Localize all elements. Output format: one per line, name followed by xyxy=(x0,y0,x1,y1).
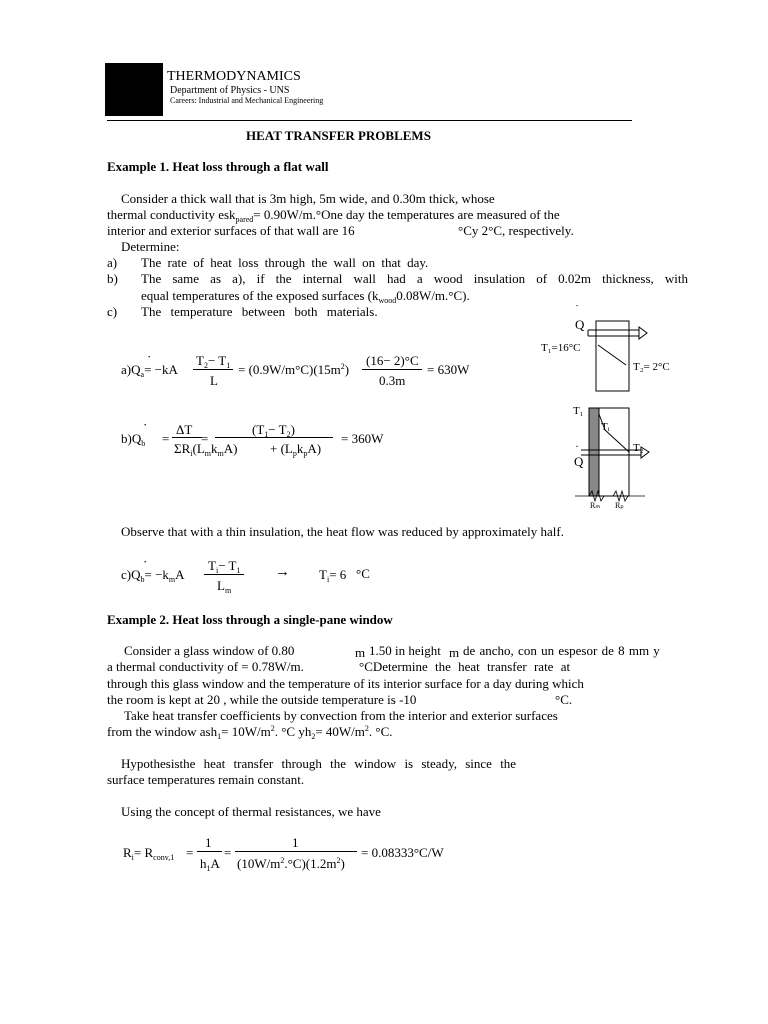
eq-c-num-s1: 1 xyxy=(236,566,241,575)
eq-b-num2-s1: 1 xyxy=(264,430,269,439)
eq-b-den2a: + (L xyxy=(270,441,293,456)
eq-c-den-l: L xyxy=(217,578,225,593)
eq-a-den: L xyxy=(210,373,218,388)
ex2-line1-b: 1.50 in height xyxy=(369,643,441,658)
eq-b-fracline xyxy=(172,437,202,438)
eq-b-num2-t: (T xyxy=(252,422,265,437)
eq-c-lhs-sub: b xyxy=(140,575,145,584)
eq-a-result: = 630W xyxy=(427,362,470,377)
eq-b-den2c: A) xyxy=(307,441,322,456)
item-b2-sub: wood xyxy=(378,296,397,305)
fig2-q-label: Q xyxy=(574,454,584,469)
eq-b-eq: = xyxy=(162,431,170,446)
ex2-line6-e: . °C. xyxy=(368,724,393,739)
eq-r-eq2: = xyxy=(224,845,232,860)
eq-c-fracline xyxy=(204,574,244,575)
ex2-line6-b: = 10W/m xyxy=(221,724,271,739)
eq-r-den xyxy=(200,856,220,871)
item-b-line2 xyxy=(141,288,470,303)
eq-r-num: 1 xyxy=(205,835,212,850)
eq-c-num-mid: − T xyxy=(218,558,237,573)
wall-figure-2 xyxy=(565,400,675,515)
item-c-label: c) xyxy=(107,304,118,319)
eq-b-lhs-q: b)Q xyxy=(121,431,142,446)
eq-b-num2-s2: 2 xyxy=(286,430,291,439)
eq-c-unit: °C xyxy=(356,566,370,581)
eq-a-num-s2: 2 xyxy=(203,361,208,370)
eq-a-lhs xyxy=(121,362,178,377)
eq-r-den-h: h xyxy=(200,856,207,871)
eq-r-rconv: = R xyxy=(133,845,154,860)
eq-r-den2-b: .°C)(1.2m xyxy=(284,856,337,871)
eq-c-lhs-q: c)Q xyxy=(121,567,141,582)
eq-b-den2b: k xyxy=(296,441,304,456)
eq-b-lhs xyxy=(121,431,145,446)
eq-b-fracline2 xyxy=(215,437,333,438)
fig1-q-label: Q xyxy=(575,317,585,332)
eq-r-result: = 0.08333°C/W xyxy=(361,845,444,860)
page-title: HEAT TRANSFER PROBLEMS xyxy=(246,128,431,143)
example1-line1 xyxy=(121,191,580,206)
eq-r-den-sub: 1 xyxy=(206,864,211,873)
course-title: THERMODYNAMICS xyxy=(167,69,301,84)
example2-heading: Example 2. Heat loss through a single-pane window xyxy=(107,612,393,627)
eq-b-den-a: A) xyxy=(223,441,238,456)
eq-b-num2-mid: − T xyxy=(268,422,287,437)
item-b-label: b) xyxy=(107,271,118,286)
example1-line2 xyxy=(107,207,560,222)
fig1-t1-label: T₁=16°C xyxy=(541,342,581,354)
ex2-line5: Take heat transfer coefficients by convection from the interior and exterior surfaces xyxy=(124,708,558,723)
eq-r-num2: 1 xyxy=(292,835,299,850)
header-divider xyxy=(107,120,632,121)
eq-a-rhs1-sup: 2 xyxy=(340,362,345,371)
ex2-line1-m1: m xyxy=(355,645,366,660)
eq-b-den2 xyxy=(270,441,321,456)
hypothesis-line1: Hypothesisthe heat transfer through the window is steady, since the xyxy=(121,756,517,771)
example1-line3a: interior and exterior surfaces of that wall are 16 xyxy=(107,223,355,238)
example1-heading: Example 1. Heat loss through a flat wall xyxy=(107,159,329,174)
fig2-ti-label: Tᵢ xyxy=(601,421,610,433)
eq-c-result-end: = 6 xyxy=(329,567,347,582)
eq-b-den-sub2: m xyxy=(204,449,211,458)
eq-c-den xyxy=(217,578,231,593)
ex2-line6-a: from the window ash xyxy=(107,724,218,739)
fig2-rm-label: Rₘ xyxy=(590,501,601,510)
eq-a-lhs-sub: a xyxy=(140,370,145,379)
eq-a-fracline2 xyxy=(362,369,422,370)
eq-r-eq: = xyxy=(186,845,194,860)
eq-r-den2-sup: 2 xyxy=(280,856,285,865)
eq-r-den2 xyxy=(237,856,345,871)
eq-c-num-t: T xyxy=(208,558,216,573)
eq-r-den2-sup2: 2 xyxy=(336,856,341,865)
ex2-line6 xyxy=(107,724,393,739)
eq-c-lhs xyxy=(121,567,185,582)
eq-b-den2-sub2: p xyxy=(303,449,308,458)
ex2-line6-c: . °C yh xyxy=(274,724,312,739)
eq-c-den-sub: m xyxy=(224,586,232,595)
line2-sub: pared xyxy=(235,215,254,224)
observe-text: Observe that with a thin insulation, the heat flow was reduced by approximately half. xyxy=(121,524,564,539)
eq-c-eq: = −k xyxy=(144,567,169,582)
careers: Careers: Industrial and Mechanical Engineering xyxy=(170,96,324,105)
line2-a: thermal conductivity esk xyxy=(107,207,236,222)
eq-r-rconv-sub: conv,1 xyxy=(153,853,175,862)
item-b2-b: 0.08W/m.°C). xyxy=(396,288,470,303)
ex2-line4-a: the room is kept at 20 , while the outside temperature is -10 xyxy=(107,692,417,707)
svg-text:·: · xyxy=(575,439,579,453)
eq-b-den2-sub: p xyxy=(292,449,297,458)
eq-c-num xyxy=(208,558,240,573)
ex2-line6-p1: 2 xyxy=(270,724,275,733)
eq-a-num2: (16− 2)°C xyxy=(366,353,419,368)
eq-r-fracline xyxy=(197,851,222,852)
eq-b-num2 xyxy=(252,422,295,437)
ex2-line1-c: de ancho, con un espesor de 8 mm y xyxy=(463,643,660,658)
logo xyxy=(105,63,163,116)
eq-a-eq: = −kA xyxy=(144,362,178,377)
hypothesis-line2: surface temperatures remain constant. xyxy=(107,772,305,787)
eq-c-eq-sub: m xyxy=(168,575,176,584)
ex2-line2-b: °CDetermine the heat transfer rate at xyxy=(359,659,571,674)
ex2-line6-s2: 2 xyxy=(311,732,316,741)
ex2-line6-p2: 2 xyxy=(364,724,369,733)
using-text: Using the concept of thermal resistances, we have xyxy=(121,804,381,819)
eq-b-result: = 360W xyxy=(341,431,384,446)
eq-r-r-sub: i xyxy=(131,853,134,862)
eq-a-lhs-q: a)Q xyxy=(121,362,141,377)
eq-b-den-l: (L xyxy=(192,441,205,456)
eq-c-eq-end: A xyxy=(175,567,185,582)
eq-b-den-sub: i xyxy=(190,449,193,458)
department: Department of Physics - UNS xyxy=(170,85,290,96)
item-c-text: The temperature between both materials. xyxy=(141,304,378,319)
eq-a-rhs1-text: = (0.9W/m°C)(15m xyxy=(238,362,341,377)
item-b-text: The same as a), if the internal wall had a wood insulation of 0.02m thickness, with xyxy=(141,271,688,286)
eq-r-r: R xyxy=(123,845,132,860)
ex2-line1-a: Consider a glass window of 0.80 xyxy=(124,643,295,658)
eq-c-result xyxy=(319,567,346,582)
ex2-line6-s1: 1 xyxy=(217,732,222,741)
ex2-line6-d: = 40W/m xyxy=(315,724,365,739)
eq-c-result-t: T xyxy=(319,567,327,582)
eq-b-num2-end: ) xyxy=(290,422,295,437)
eq-r-den2-end: ) xyxy=(340,856,345,871)
eq-a-rhs1 xyxy=(238,362,349,377)
ex2-line3: through this glass window and the temperature of its interior surface for a day during which xyxy=(107,676,584,691)
item-b2-a: equal temperatures of the exposed surfaces (k xyxy=(141,288,379,303)
eq-b-den-sub3: m xyxy=(217,449,224,458)
eq-r-den-a: A xyxy=(210,856,220,871)
eq-a-num-mid: − T xyxy=(207,353,227,368)
fig1-t2-label: T₂= 2°C xyxy=(633,361,670,373)
svg-text:·: · xyxy=(575,305,579,312)
ex2-line4-b: °C. xyxy=(555,692,573,707)
ex2-line1-m2: m xyxy=(449,645,460,660)
eq-b-den-k: k xyxy=(211,441,218,456)
eq-b-lhs-sub: b xyxy=(141,439,146,448)
item-a-text: The rate of heat loss through the wall on that day. xyxy=(141,255,429,270)
eq-b-eq2: = xyxy=(201,431,209,446)
eq-c-arrow: → xyxy=(275,564,290,580)
fig2-rp-label: Rₚ xyxy=(615,501,624,510)
line2-b: = 0.90W/m.°One day the temperatures are measured of the xyxy=(253,207,560,222)
example1-line1-text: Consider a thick wall that is 3m high, 5m wide, and 0.30m thick, whose xyxy=(121,191,495,206)
eq-r-den2-a: (10W/m xyxy=(237,856,281,871)
eq-c-result-sub: i xyxy=(326,575,330,584)
eq-a-num-t: T xyxy=(196,353,204,368)
item-a-label: a) xyxy=(107,255,118,270)
eq-b-den-r: ΣR xyxy=(174,441,191,456)
eq-a-den2: 0.3m xyxy=(379,373,406,388)
eq-a-num xyxy=(196,353,230,368)
ex2-line2-a: a thermal conductivity of = 0.78W/m. xyxy=(107,659,304,674)
determine-label: Determine: xyxy=(121,239,180,254)
wall-figure-1 xyxy=(535,305,685,400)
eq-a-fracline xyxy=(193,369,233,370)
example1-line3b: °Cy 2°C, respectively. xyxy=(458,223,574,238)
eq-r-lhs xyxy=(123,845,174,860)
eq-a-num-s1: 1 xyxy=(226,361,231,370)
fig2-t1-label: T₁ xyxy=(573,405,584,417)
fig2-t2-label: T₂ xyxy=(633,442,644,454)
eq-c-num-s: i xyxy=(215,566,219,575)
eq-b-num: ΔT xyxy=(176,422,193,437)
eq-r-fracline2 xyxy=(235,851,357,852)
eq-a-rhs1-end: ) xyxy=(344,362,350,377)
